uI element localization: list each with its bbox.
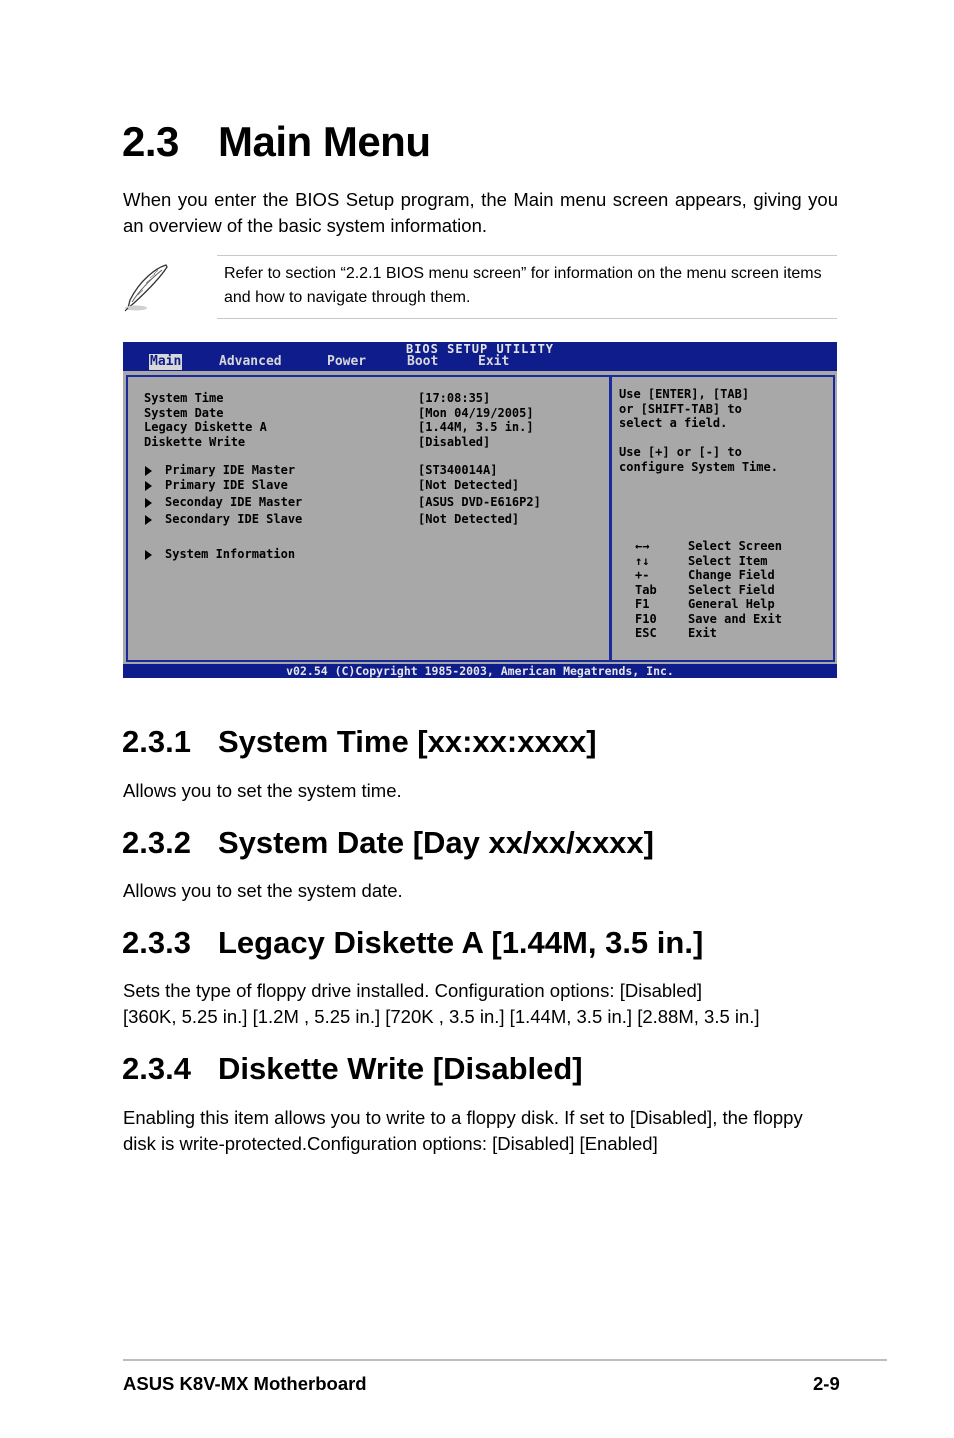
key-f1: F1 [635, 597, 650, 611]
key-desc: General Help [688, 597, 775, 611]
footer-rule [123, 1359, 887, 1361]
help-line: configure System Time. [619, 459, 778, 474]
item-diskette-write-value[interactable]: [Disabled] [418, 434, 491, 449]
submenu-secondary-ide-slave-value: [Not Detected] [418, 512, 520, 526]
item-legacy-diskette-label[interactable]: Legacy Diskette A [144, 420, 267, 434]
subsection-title: Diskette Write [Disabled] [218, 1051, 583, 1086]
item-system-date-label[interactable]: System Date [144, 405, 224, 420]
tab-exit[interactable]: Exit [478, 354, 510, 369]
submenu-arrow-icon [145, 498, 152, 508]
key-tab: Tab [635, 582, 657, 597]
key-desc: Select Field [688, 582, 775, 597]
bios-settings-panel [126, 375, 611, 662]
section-heading [122, 118, 431, 166]
submenu-arrow-icon [145, 466, 152, 476]
section-number: 2.3 [122, 118, 179, 165]
submenu-arrow-icon [145, 515, 152, 525]
key-desc: Select Screen [688, 539, 782, 553]
submenu-primary-ide-master-value: [ST340014A] [418, 463, 498, 477]
help-line: Use [ENTER], [TAB] [619, 387, 750, 401]
submenu-secondary-ide-master-value: [ASUS DVD-E616P2] [418, 495, 541, 509]
subsection-body-options: [360K, 5.25 in.] [1.2M , 5.25 in.] [720K , 3.5 in.] [1.44M, 3.5 in.] [2.88M, 3.5 in.] [123, 1006, 760, 1027]
key-arrows-ud: ↑↓ [635, 553, 650, 568]
key-desc: Save and Exit [688, 611, 782, 626]
subsection-number: 2.3.1 [122, 724, 191, 759]
tab-power[interactable]: Power [327, 354, 367, 369]
note-pen-icon [122, 262, 170, 312]
subsection-title: Legacy Diskette A [1.44M, 3.5 in.] [218, 925, 704, 960]
item-system-time-label[interactable]: System Time [144, 391, 224, 405]
key-esc: ESC [635, 626, 657, 640]
footer-page-number: 2-9 [813, 1373, 840, 1394]
submenu-secondary-ide-slave[interactable]: Secondary IDE Slave [165, 512, 303, 526]
subsection-body: Enabling this item allows you to write to a floppy disk. If set to [Disabled], the floppy disk is write-protected.Configuration options: [Disabled] [Enabled] [123, 1107, 803, 1154]
help-line: or [SHIFT-TAB] to [619, 401, 742, 416]
note-top-rule [217, 255, 837, 256]
tab-main[interactable]: Main [150, 354, 182, 369]
note-text: Refer to section “2.2.1 BIOS menu screen” for information on the menu screen items and how to navigate through them. [224, 265, 822, 306]
subsection-heading [122, 925, 703, 961]
subsection-body: Sets the type of floppy drive installed. Configuration options: [Disabled] [123, 980, 702, 1001]
tab-boot[interactable]: Boot [407, 354, 439, 369]
help-line: Use [+] or [-] to [619, 445, 742, 459]
submenu-arrow-icon [145, 550, 152, 560]
section-title: Main Menu [218, 118, 431, 165]
submenu-primary-ide-slave-value: [Not Detected] [418, 477, 520, 492]
item-legacy-diskette-value[interactable]: [1.44M, 3.5 in.] [418, 420, 534, 434]
subsection-title: System Date [Day xx/xx/xxxx] [218, 825, 654, 860]
subsection-body: Allows you to set the system date. [123, 880, 403, 901]
subsection-number: 2.3.2 [122, 825, 191, 860]
tab-advanced[interactable]: Advanced [219, 354, 282, 369]
bios-help-panel [610, 375, 835, 662]
submenu-arrow-icon [145, 481, 152, 491]
submenu-primary-ide-slave[interactable]: Primary IDE Slave [165, 477, 288, 492]
key-plus-minus: +- [635, 568, 650, 582]
subsection-heading [122, 724, 597, 760]
help-line: select a field. [619, 416, 728, 430]
subsection-heading [122, 825, 654, 861]
item-diskette-write-label[interactable]: Diskette Write [144, 434, 246, 449]
submenu-primary-ide-master[interactable]: Primary IDE Master [165, 463, 296, 477]
key-f10: F10 [635, 611, 657, 626]
item-system-time-value[interactable]: [17:08:35] [418, 391, 491, 405]
key-desc: Select Item [688, 553, 768, 568]
intro-paragraph: When you enter the BIOS Setup program, the Main menu screen appears, giving you an overview of the basic system information. [123, 189, 838, 236]
submenu-system-information[interactable]: System Information [165, 547, 296, 561]
key-arrows-lr: ←→ [635, 539, 650, 553]
item-system-date-value[interactable]: [Mon 04/19/2005] [418, 405, 534, 420]
footer-product: ASUS K8V-MX Motherboard [123, 1373, 367, 1394]
subsection-number: 2.3.3 [122, 925, 191, 960]
bios-title: BIOS SETUP UTILITY [405, 342, 555, 356]
subsection-number: 2.3.4 [122, 1051, 191, 1086]
subsection-title: System Time [xx:xx:xxxx] [218, 724, 597, 759]
note-bottom-rule [217, 318, 837, 319]
bios-menu-bar [123, 342, 837, 371]
bios-copyright-bar: v02.54 (C)Copyright 1985-2003, American Megatrends, Inc. [123, 664, 837, 678]
subsection-heading [122, 1051, 583, 1087]
subsection-body: Allows you to set the system time. [123, 780, 402, 801]
bios-screen [123, 342, 837, 678]
key-desc: Change Field [688, 568, 775, 582]
submenu-secondary-ide-master[interactable]: Seconday IDE Master [165, 495, 303, 509]
key-desc: Exit [688, 626, 717, 640]
